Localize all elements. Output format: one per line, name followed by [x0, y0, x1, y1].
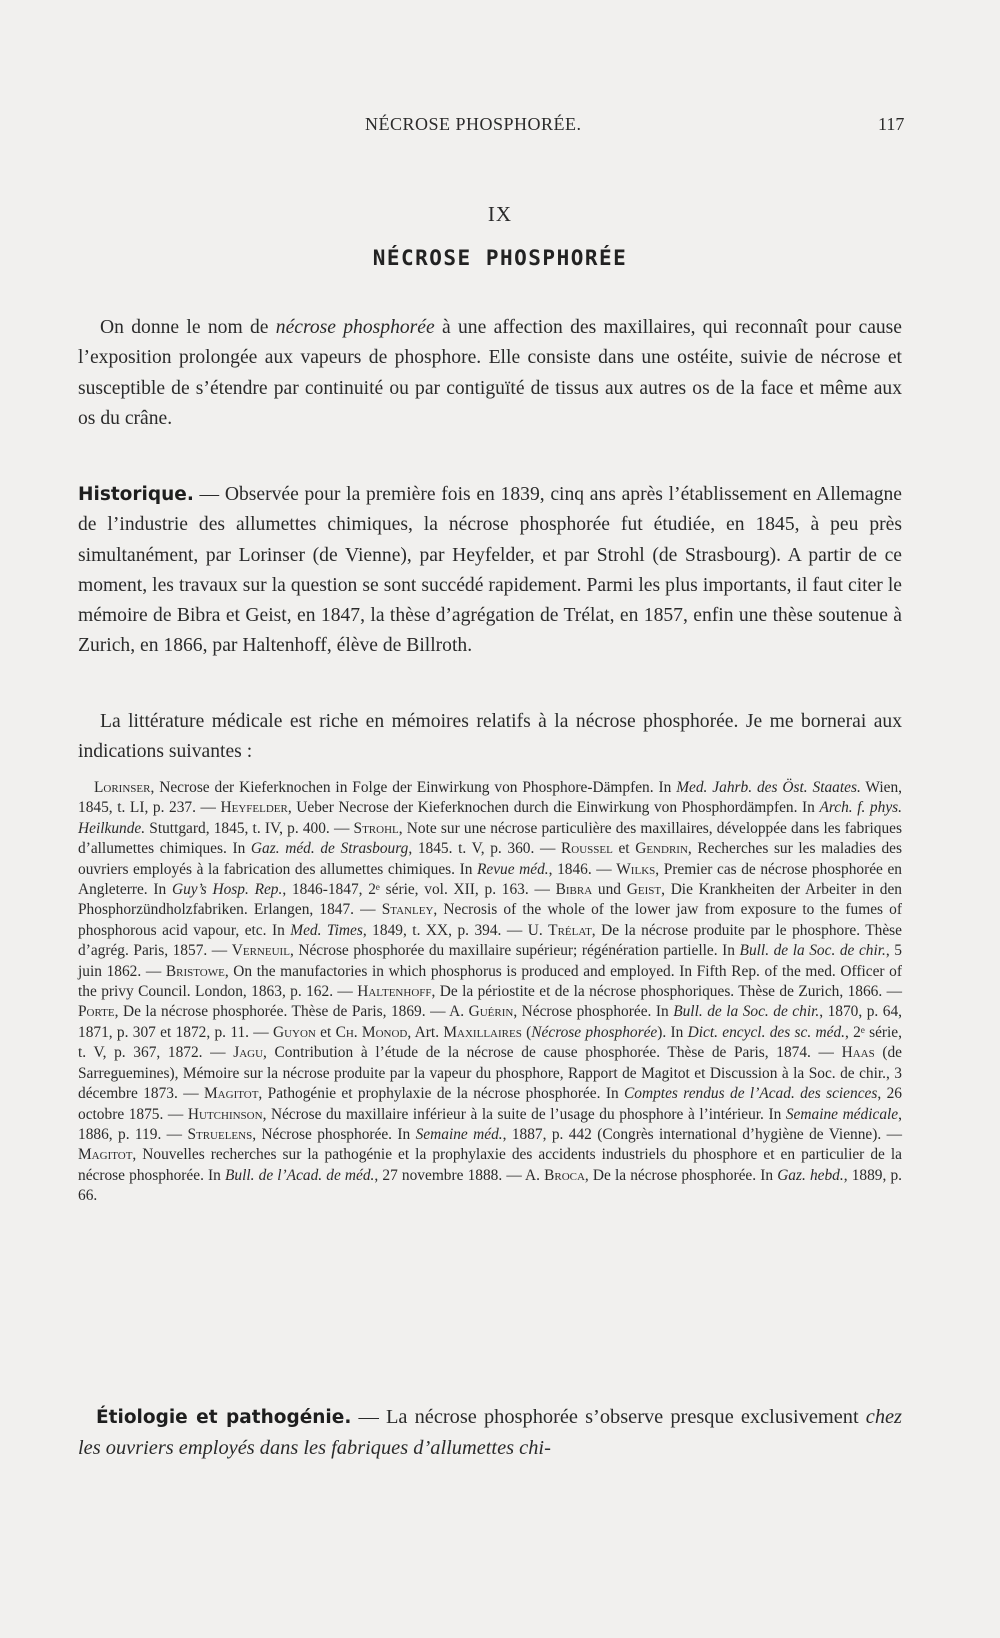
reference-author: Strohl [353, 819, 399, 837]
running-head [0, 114, 1000, 144]
reference-text: , 2ᵉ série, t. V, p. 367, 1872. — [78, 1023, 902, 1062]
reference-author: Magitot [204, 1085, 259, 1103]
reference-text: , Art. [407, 1023, 444, 1041]
reference-text: Wien, 1845, t. LI, p. 237. — [78, 779, 902, 817]
reference-journal: Arch. f. phys. Heilkunde. [78, 799, 902, 837]
reference-journal: Comptes rendus de l’Acad. des sciences [624, 1085, 878, 1103]
reference-author: Trélat [548, 921, 592, 939]
reference-author: Porte [78, 1003, 115, 1021]
reference-text: , 1870, p. 64, 1871, p. 307 et 1872, p. 11. — [78, 1003, 902, 1041]
reference-text: , Nouvelles recherches sur la pathogénie et la prophylaxie des accidents industriels du phosphore et en particulier de la nécrose phosphorée. In [78, 1146, 902, 1184]
reference-text: , 1846. — [548, 860, 617, 878]
reference-text: , Recherches sur les maladies des ouvriers employés à la fabrication des allumettes chimiques. In [78, 840, 902, 878]
reference-author: Lorinser [94, 779, 151, 796]
reference-text: , Nécrose du maxillaire inférieur à la suite de l’usage du phosphore à l’intérieur. In [262, 1105, 786, 1123]
reference-journal: Med. Times [290, 921, 363, 939]
reference-text: , 1889, p. 66. [78, 1166, 903, 1205]
reference-text: , On the manufactories in which phosphorus is produced and employed. In Fifth Rep. of the med. Officer of the privy Council. London, 1863, p. 162. — [78, 962, 902, 1001]
reference-journal: Semaine médicale [785, 1105, 899, 1123]
reference-text: Stuttgard, 1845, t. IV, p. 400. — [145, 819, 354, 837]
reference-text: , Contribution à l’étude de la nécrose de cause phosphorée. Thèse de Paris, 1874. — [263, 1044, 842, 1062]
reference-text: , Ueber Necrose der Kieferknochen durch die Einwirkung von Phosphordämpfen. In [287, 799, 820, 817]
reference-author: Guyon [272, 1023, 316, 1041]
reference-text: , De la nécrose produite par le phosphore. Thèse d’agrég. Paris, 1857. — [78, 921, 902, 960]
reference-author: Ch. Monod [335, 1023, 408, 1041]
reference-text: , Nécrose phosphorée. In [513, 1003, 674, 1021]
reference-text: , 1846-1847, 2ᵉ série, vol. XII, p. 163. — [282, 881, 556, 899]
reference-journal: Guy’s Hosp. Rep. [171, 881, 283, 899]
reference-text: , De la nécrose phosphorée. In [584, 1166, 778, 1184]
etiologie-text-1: — La nécrose phosphorée s’observe presque exclusivement [351, 1406, 866, 1428]
reference-journal: Revue méd. [476, 860, 549, 878]
reference-author: Verneuil [231, 942, 290, 960]
reference-text: ). In [657, 1023, 688, 1041]
reference-author: Roussel [561, 840, 613, 858]
references-list [78, 778, 902, 1207]
reference-author: Bristowe [165, 962, 225, 980]
reference-text: , Note sur une nécrose particulière des maxillaires, développée dans les fabriques d’allumettes chimiques. In [78, 819, 902, 858]
reference-journal: Bull. de la Soc. de chir. [739, 942, 886, 960]
reference-journal: Nécrose phosphorée [531, 1023, 658, 1041]
historique-text: — Observée pour la première fois en 1839, cinq ans après l’établissement en Allemagne de l’industrie des allumettes chimiques, la nécrose phosphorée fut étudiée, en 1845, à peu près simultanément, par Lorinser (de Vienne), par Heyfelder, et par Strohl (de Strasbourg). A partir de ce moment, les travaux sur la question se sont succédé rapidement. Parmi les plus importants, il faut citer le mémoire de Bibra et Geist, en 1847, la thèse d’agrégation de Trélat, en 1857, enfin une thèse soutenue à Zurich, en 1866, par Haltenhoff, élève de Billroth. [78, 484, 902, 657]
running-head-title: NÉCROSE PHOSPHORÉE. [365, 114, 582, 134]
etiologie-heading: Étiologie et pathogénie. [96, 1407, 352, 1428]
reference-journal: Dict. encycl. des sc. méd. [687, 1023, 845, 1041]
reference-text: , Necrosis of the whole of the lower jaw from exposure to the fumes of phosphorous acid vapour, etc. In [78, 901, 903, 939]
reference-author: Bibra [555, 881, 593, 899]
reference-journal: Med. Jahrb. des Öst. Staates. [676, 779, 861, 796]
reference-author: Guérin [468, 1003, 514, 1021]
reference-text: , 1887, p. 442 (Congrès international d’hygiène de Vienne). — [502, 1125, 902, 1143]
reference-text: (de Sarreguemines), Mémoire sur la nécrose produite par la vapeur du phosphore, Rapport de Magitot et Discussion à la Soc. de chir., 3 décembre 1873. — [78, 1044, 903, 1103]
reference-text: , 26 octobre 1875. — [78, 1085, 902, 1123]
reference-author: Geist [626, 881, 662, 899]
reference-text: , Nécrose phosphorée du maxillaire supérieur; régénération partielle. In [289, 942, 740, 960]
page-number: 117 [878, 114, 905, 134]
reference-journal: Semaine méd. [415, 1125, 503, 1143]
reference-text: , De la périostite et de la nécrose phosphoriques. Thèse de Zurich, 1866. — [431, 983, 902, 1001]
reference-author: Jagu [233, 1044, 264, 1062]
etiologie-paragraph [78, 1402, 902, 1464]
reference-text: , Necrose der Kieferknochen in Folge der Einwirkung von Phosphore-Dämpfen. In [150, 779, 677, 796]
reference-author: Broca [544, 1166, 585, 1184]
reference-text: , Die Krankheiten der Arbeiter in den Phosphorzündholzfabriken. Erlangen, 1847. — [78, 881, 902, 919]
litterature-paragraph: La littérature médicale est riche en mémoires relatifs à la nécrose phosphorée. Je me bornerai aux indications suivantes : [78, 711, 902, 763]
reference-journal: Gaz. méd. de Strasbourg [250, 840, 409, 858]
reference-text: , Pathogénie et prophylaxie de la nécrose phosphorée. In [258, 1085, 625, 1103]
reference-journal: Bull. de la Soc. de chir. [673, 1003, 820, 1021]
reference-author: Haas [841, 1044, 875, 1062]
reference-text: und [592, 881, 627, 899]
chapter-title: NÉCROSE PHOSPHORÉE [372, 246, 628, 270]
reference-text: , 1886, p. 119. — [78, 1105, 902, 1143]
reference-text: , Premier cas de nécrose phosphorée en Angleterre. In [78, 860, 902, 899]
historique-paragraph [78, 480, 902, 662]
reference-author: Wilks [616, 860, 656, 878]
intro-term: nécrose phosphorée [275, 317, 435, 338]
reference-author: Stanley [381, 901, 434, 919]
reference-text: , Nécrose phosphorée. In [252, 1125, 416, 1143]
reference-text: ( [521, 1023, 532, 1041]
reference-text: et [612, 840, 636, 858]
intro-text-1: On donne le nom de [100, 317, 276, 338]
etiologie-text-2: chez les ouvriers employés dans les fabriques d’allumettes chi- [78, 1406, 902, 1459]
intro-paragraph [78, 313, 902, 434]
reference-text: , 5 juin 1862. — [78, 942, 902, 980]
reference-author: Haltenhoff [357, 983, 432, 1001]
reference-journal: Bull. de l’Acad. de méd. [225, 1166, 375, 1184]
reference-text: , 1849, t. XX, p. 394. — U. [362, 921, 549, 939]
reference-text: , De la nécrose phosphorée. Thèse de Paris, 1869. — A. [114, 1003, 469, 1021]
reference-author: Struelens [187, 1125, 253, 1143]
historique-heading: Historique. [78, 484, 194, 505]
reference-text: , 27 novembre 1888. — A. [374, 1166, 545, 1184]
reference-author: Hutchinson [187, 1105, 263, 1123]
intro-text-2: à une affection des maxillaires, qui reconnaît pour cause l’exposition prolongée aux vapeurs de phosphore. Elle consiste dans une ostéite, suivie de nécrose et susceptible de s’étendre par continuité ou par contiguïté de tissus aux autres os de la face et même aux os du crâne. [78, 317, 903, 429]
reference-author: Maxillaires [443, 1023, 522, 1041]
reference-journal: Gaz. hebd. [777, 1166, 844, 1184]
reference-text: et [315, 1023, 336, 1041]
chapter-number: IX [487, 202, 513, 226]
reference-author: Gendrin [635, 840, 688, 858]
reference-author: Heyfelder [220, 799, 288, 817]
reference-text: , 1845. t. V, p. 360. — [408, 840, 561, 858]
reference-author: Magitot [78, 1146, 133, 1164]
